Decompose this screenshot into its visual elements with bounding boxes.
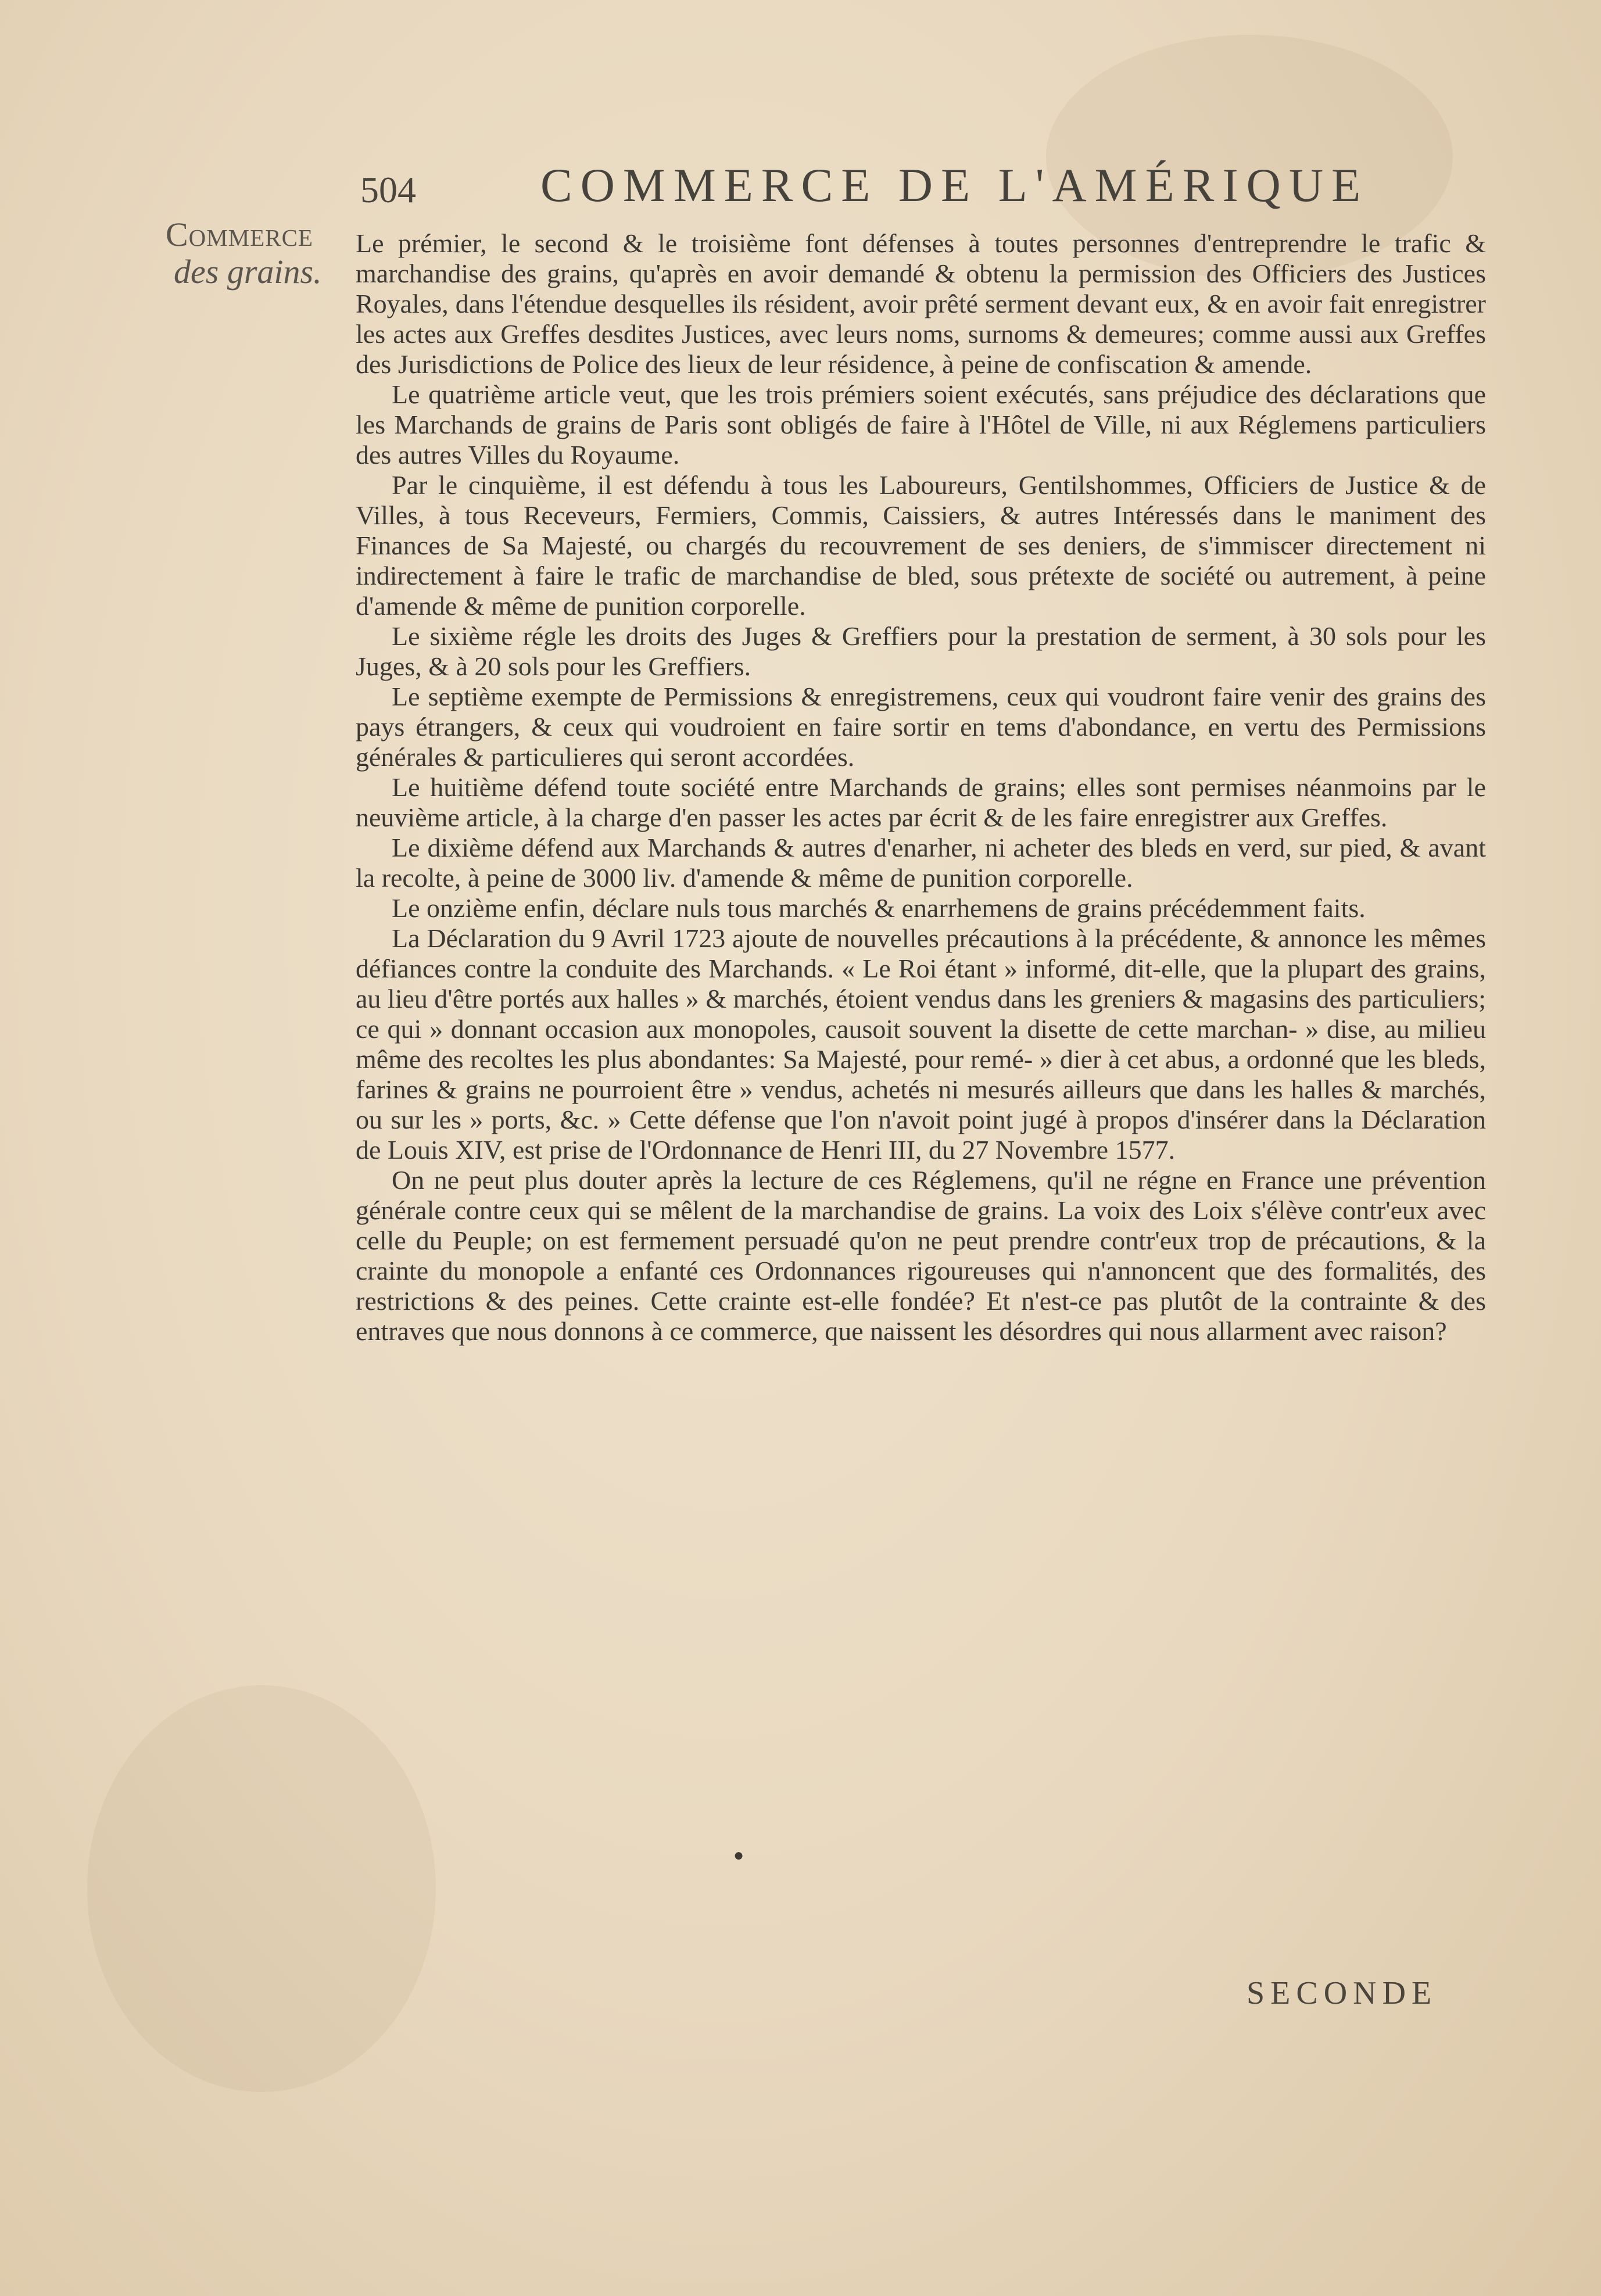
running-title: COMMERCE DE L'AMÉRIQUE [540, 159, 1369, 212]
paragraph-3: Par le cinquième, il est défendu à tous les Laboureurs, Gentilshommes, Officiers de Justice & de Villes, à tous Receveurs, Fermiers, Commis, Caissiers, & autres Intéressés dans le maniment des Finances de Sa Majesté, ou chargés du recouvrement de ses deniers, de s'immiscer directement ni indirectement à faire le trafic de marchandise de bled, sous prétexte de société ou autrement, à peine d'amende & même de punition corporelle. [356, 470, 1486, 621]
paragraph-4: Le sixième régle les droits des Juges & Greffiers pour la prestation de serment, à 30 sols pour les Juges, & à 20 sols pour les Greffiers. [356, 621, 1486, 681]
margin-note-line-2: des grains. [174, 253, 322, 291]
paragraph-10: On ne peut plus douter après la lecture de ces Réglemens, qu'il ne régne en France une prévention générale contre ceux qui se mêlent de la marchandise de grains. La voix des Loix s'élève contr'eux avec celle du Peuple; on est fermement persuadé qu'on ne peut prendre contr'eux trop de précautions, & la crainte du monopole a enfanté ces Ordonnances rigoureuses qui n'annoncent que des formalités, des restrictions & des peines. Cette crainte est-elle fondée? Et n'est-ce pas plutôt de la contrainte & des entraves que nous donnons à ce commerce, que naissent les désordres qui nous allarment avec raison? [356, 1165, 1486, 1346]
paragraph-6: Le huitième défend toute société entre Marchands de grains; elles sont permises néanmoins par le neuvième article, à la charge d'en passer les actes par écrit & de les faire enregistrer aux Greffes. [356, 772, 1486, 832]
margin-note [166, 216, 357, 291]
margin-note-line-1: Commerce [166, 216, 313, 253]
ink-dot-ornament: ● [733, 1846, 744, 1865]
paragraph-2: Le quatrième article veut, que les trois prémiers soient exécutés, sans préjudice des déclarations que les Marchands de grains de Paris sont obligés de faire à l'Hôtel de Ville, ni aux Réglemens particuliers des autres Villes du Royaume. [356, 379, 1486, 470]
paragraph-7: Le dixième défend aux Marchands & autres d'enarher, ni acheter des bleds en verd, sur pied, & avant la recolte, à peine de 3000 liv. d'amende & même de punition corporelle. [356, 833, 1486, 893]
page-header [360, 158, 1369, 216]
paragraph-5: Le septième exempte de Permissions & enregistremens, ceux qui voudront faire venir des grains des pays étrangers, & ceux qui voudroient en faire sortir en tems d'abondance, en vertu des Permissions générales & particulieres qui seront accordées. [356, 682, 1486, 772]
catchword: SECONDE [1247, 1975, 1438, 2011]
paragraph-9: La Déclaration du 9 Avril 1723 ajoute de nouvelles précautions à la précédente, & annonce les mêmes défiances contre la conduite des Marchands. « Le Roi étant » informé, dit-elle, que la plupart des grains, au lieu d'être portés aux halles » & marchés, étoient vendus dans les greniers & magasins des particuliers; ce qui » donnant occasion aux monopoles, causoit souvent la disette de cette marchan- » dise, au milieu même des recoltes les plus abondantes: Sa Majesté, pour remé- » dier à cet abus, a ordonné que les bleds, farines & grains ne pourroient être » vendus, achetés ni mesurés ailleurs que dans les halles & marchés, ou sur les » ports, &c. » Cette défense que l'on n'avoit point jugé à propos d'insérer dans la Déclaration de Louis XIV, est prise de l'Ordonnance de Henri III, du 27 Novembre 1577. [356, 923, 1486, 1165]
paper-stain [87, 1685, 436, 2092]
paragraph-8: Le onzième enfin, déclare nuls tous marchés & enarrhemens de grains précédemment faits. [392, 893, 1366, 923]
paragraph-1: Le prémier, le second & le troisième font défenses à toutes personnes d'entreprendre le trafic & marchandise des grains, qu'après en avoir demandé & obtenu la permission des Officiers des Justices Royales, dans l'étendue desquelles ils résident, avoir prêté serment devant eux, & en avoir fait enregistrer les actes aux Greffes desdites Justices, avec leurs noms, surnoms & demeures; comme aussi aux Greffes des Jurisdictions de Police des lieux de leur résidence, à peine de confiscation & amende. [356, 228, 1486, 379]
page-number: 504 [360, 169, 416, 210]
body-text [356, 228, 1486, 1346]
